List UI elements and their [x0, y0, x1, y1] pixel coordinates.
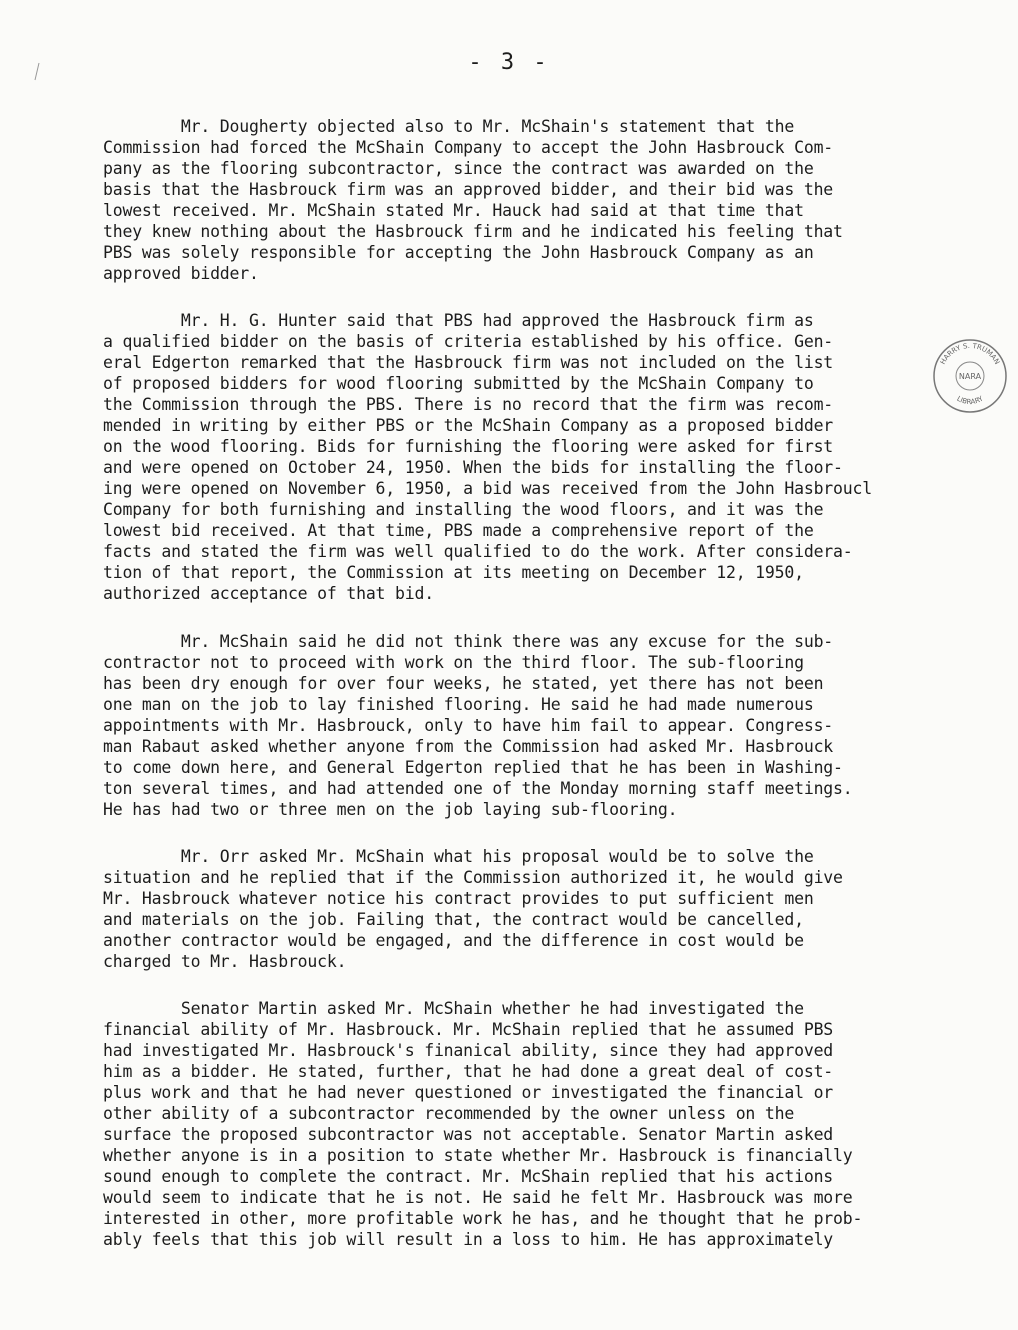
- text-line: Mr. McShain said he did not think there was any excuse for the sub-: [103, 632, 834, 651]
- text-line: facts and stated the firm was well qualified to do the work. After considera-: [103, 542, 853, 561]
- text-line: situation and he replied that if the Commission authorized it, he would give: [103, 868, 843, 887]
- text-line: He has had two or three men on the job laying sub-flooring.: [103, 800, 678, 819]
- text-line: whether anyone is in a position to state whether Mr. Hasbrouck is financially: [103, 1146, 853, 1165]
- text-line: lowest received. Mr. McShain stated Mr. Hauck had said at that time that: [103, 201, 804, 220]
- text-line: sound enough to complete the contract. Mr. McShain replied that his actions: [103, 1167, 834, 1186]
- text-line: Commission had forced the McShain Company to accept the John Hasbrouck Com-: [103, 138, 834, 157]
- text-line: the Commission through the PBS. There is no record that the firm was recom-: [103, 395, 834, 414]
- text-line: Senator Martin asked Mr. McShain whether he had investigated the: [103, 999, 804, 1018]
- text-line: has been dry enough for over four weeks, he stated, yet there has not been: [103, 674, 824, 693]
- text-line: had investigated Mr. Hasbrouck's finanical ability, since they had approved: [103, 1041, 834, 1060]
- text-line: and were opened on October 24, 1950. When the bids for installing the floor-: [103, 458, 843, 477]
- text-line: Mr. Dougherty objected also to Mr. McShain's statement that the: [103, 117, 795, 136]
- text-line: surface the proposed subcontractor was not acceptable. Senator Martin asked: [103, 1125, 834, 1144]
- text-line: interested in other, more profitable work he has, and he thought that he prob-: [103, 1209, 863, 1228]
- text-line: Company for both furnishing and installing the wood floors, and it was the: [103, 500, 824, 519]
- text-line: one man on the job to lay finished flooring. He said he had made numerous: [103, 695, 814, 714]
- text-line: they knew nothing about the Hasbrouck firm and he indicated his feeling that: [103, 222, 843, 241]
- text-line: tion of that report, the Commission at its meeting on December 12, 1950,: [103, 563, 804, 582]
- page-number: - 3 -: [468, 50, 550, 75]
- text-line: PBS was solely responsible for accepting the John Hasbrouck Company as an: [103, 243, 814, 262]
- text-line: to come down here, and General Edgerton replied that he has been in Washing-: [103, 758, 843, 777]
- text-line: lowest bid received. At that time, PBS made a comprehensive report of the: [103, 521, 814, 540]
- margin-mark: [32, 62, 42, 82]
- text-line: appointments with Mr. Hasbrouck, only to have him fail to appear. Congress-: [103, 716, 834, 735]
- text-line: man Rabaut asked whether anyone from the Commission had asked Mr. Hasbrouck: [103, 737, 834, 756]
- text-line: would seem to indicate that he is not. He said he felt Mr. Hasbrouck was more: [103, 1188, 853, 1207]
- text-line: approved bidder.: [103, 264, 259, 283]
- svg-text:LIBRARY: [955, 394, 985, 406]
- text-line: ing were opened on November 6, 1950, a bid was received from the John Hasbroucl: [103, 479, 872, 498]
- text-line: mended in writing by either PBS or the McShain Company as a proposed bidder: [103, 416, 834, 435]
- text-line: of proposed bidders for wood flooring submitted by the McShain Company to: [103, 374, 814, 393]
- text-line: on the wood flooring. Bids for furnishing the flooring were asked for first: [103, 437, 834, 456]
- text-line: plus work and that he had never questioned or investigated the financial or: [103, 1083, 834, 1102]
- text-line: basis that the Hasbrouck firm was an approved bidder, and their bid was the: [103, 180, 834, 199]
- text-line: eral Edgerton remarked that the Hasbrouck firm was not included on the list: [103, 353, 834, 372]
- stamp-center-text: NARA: [958, 372, 982, 381]
- stamp-top-text: HARRY S. TRUMAN: [938, 341, 1002, 366]
- text-line: him as a bidder. He stated, further, that he had done a great deal of cost-: [103, 1062, 834, 1081]
- stamp-bottom-text: LIBRARY: [955, 394, 985, 407]
- text-line: authorized acceptance of that bid.: [103, 584, 434, 603]
- text-line: a qualified bidder on the basis of criteria established by his office. Gen-: [103, 332, 834, 351]
- text-line: ton several times, and had attended one of the Monday morning staff meetings.: [103, 779, 853, 798]
- library-stamp: [930, 336, 1010, 416]
- text-line: another contractor would be engaged, and the difference in cost would be: [103, 931, 804, 950]
- text-line: other ability of a subcontractor recommended by the owner unless on the: [103, 1104, 795, 1123]
- text-line: contractor not to proceed with work on the third floor. The sub-flooring: [103, 653, 804, 672]
- text-line: Mr. Orr asked Mr. McShain what his proposal would be to solve the: [103, 847, 814, 866]
- text-line: and materials on the job. Failing that, the contract would be cancelled,: [103, 910, 804, 929]
- text-line: charged to Mr. Hasbrouck.: [103, 952, 347, 971]
- text-line: ably feels that this job will result in a loss to him. He has approximately: [103, 1230, 834, 1249]
- text-line: Mr. Hasbrouck whatever notice his contract provides to put sufficient men: [103, 889, 814, 908]
- text-line: financial ability of Mr. Hasbrouck. Mr. McShain replied that he assumed PBS: [103, 1020, 834, 1039]
- text-line: pany as the flooring subcontractor, since the contract was awarded on the: [103, 159, 814, 178]
- text-line: Mr. H. G. Hunter said that PBS had approved the Hasbrouck firm as: [103, 311, 814, 330]
